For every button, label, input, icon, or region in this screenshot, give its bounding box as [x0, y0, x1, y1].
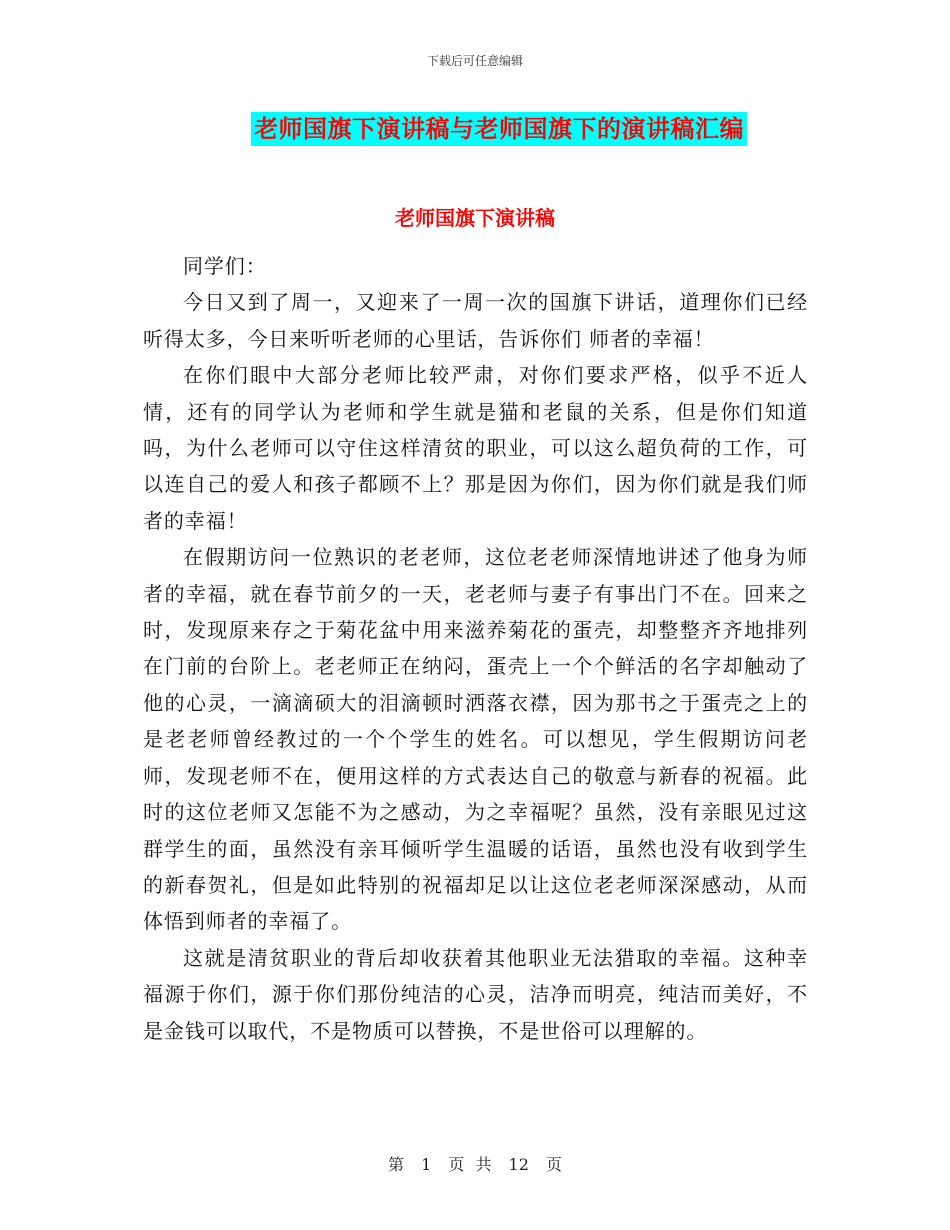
footer-total-pages: 12 [508, 1155, 529, 1174]
footer-middle: 页 共 [448, 1155, 492, 1174]
paragraph: 在你们眼中大部分老师比较严肃，对你们要求严格，似乎不近人情，还有的同学认为老师和学生就是猫和老鼠的关系，但是你们知道吗，为什么老师可以守住这样清贫的职业，可以这么超负荷的工作，可以连自己的爱人和孩子都顾不上？那是因为你们，因为你们就是我们师者的幸福！ [143, 363, 808, 533]
paragraph: 这就是清贫职业的背后却收获着其他职业无法猎取的幸福。这种幸福源于你们，源于你们那份纯洁的心灵，洁净而明亮，纯洁而美好，不是金钱可以取代，不是物质可以替换，不是世俗可以理解的。 [143, 945, 808, 1043]
document-title: 老师国旗下演讲稿与老师国旗下的演讲稿汇编 [251, 112, 747, 146]
footer-suffix: 页 [546, 1155, 563, 1174]
footer-current-page: 1 [421, 1155, 432, 1174]
paragraph: 今日又到了周一，又迎来了一周一次的国旗下讲话，道理你们已经听得太多，今日来听听老师的心里话，告诉你们 师者的幸福！ [143, 290, 808, 351]
page-footer [0, 1152, 950, 1175]
document-body [143, 248, 808, 1049]
footer-prefix: 第 [387, 1155, 404, 1174]
paragraph: 在假期访问一位熟识的老老师，这位老老师深情地讲述了他身为师者的幸福，就在春节前夕的一天，老老师与妻子有事出门不在。回来之时，发现原来存之于菊花盆中用来滋养菊花的蛋壳，却整整齐齐地排列在门前的台阶上。老老师正在纳闷，蛋壳上一个个鲜活的名字却触动了他的心灵，一滴滴硕大的泪滴顿时洒落衣襟，因为那书之于蛋壳之上的是老老师曾经教过的一个个学生的姓名。可以想见，学生假期访问老师，发现老师不在，便用这样的方式表达自己的敬意与新春的祝福。此时的这位老师又怎能不为之感动，为之幸福呢？虽然，没有亲眼见过这群学生的面，虽然没有亲耳倾听学生温暖的话语，虽然也没有收到学生的新春贺礼，但是如此特别的祝福却足以让这位老老师深深感动，从而体悟到师者的幸福了。 [143, 545, 808, 934]
section-title: 老师国旗下演讲稿 [395, 206, 555, 230]
paragraph-greeting: 同学们： [183, 254, 267, 278]
document-title-container [0, 112, 950, 146]
header-note: 下载后可任意编辑 [426, 54, 523, 68]
